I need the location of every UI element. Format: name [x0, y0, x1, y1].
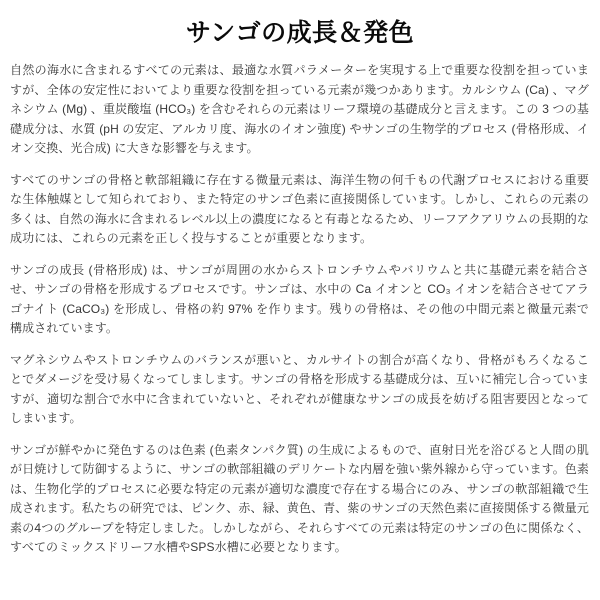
- page-title: サンゴの成長＆発色: [185, 19, 415, 47]
- document-body: [0, 61, 600, 558]
- paragraph-basic-elements: 自然の海水に含まれるすべての元素は、最適な水質パラメーターを実現する上で重要な役割を担っていますが、全体の安定性においてより重要な役割を担っている元素が幾つかあります。カルシウム (Ca) 、マグネシウム (Mg) 、重炭酸塩 (HCO₃) を含むそれらの元素はリーフ環境の基礎成分と言えます。この 3 つの基礎成分は、水質 (pH の安定、アルカリ度、海水のイオン強度) やサンゴの生物学的プロセス (骨格形成、イオン交換、光合成) に大きな影響を与えます。: [10, 63, 589, 155]
- paragraph-trace-elements: すべてのサンゴの骨格と軟部組織に存在する微量元素は、海洋生物の何千もの代謝プロセスにおける重要な生体触媒として知られており、また特定のサンゴ色素に直接関係しています。しかし、これらの元素の多くは、自然の海水に含まれるレベル以上の濃度になると有毒となるため、リーフアクアリウムの長期的な成功には、これらの元素を正しく投与することが重要となります。: [10, 172, 589, 245]
- paragraph-coral-growth: サンゴの成長 (骨格形成) は、サンゴが周囲の水からストロンチウムやバリウムと共に基礎元素を結合させ、サンゴの骨格を形成するプロセスです。サンゴは、水中の Ca イオンと CO₃ イオンを結合させてアラゴナイト (CaCO₃) を形成し、骨格の約 97% を作ります。残りの骨格は、その他の中間元素と微量元素で構成されています。: [10, 262, 589, 335]
- paragraph-element-balance: マグネシウムやストロンチウムのバランスが悪いと、カルサイトの割合が高くなり、骨格がもろくなることでダメージを受け易くなってしまします。サンゴの骨格を形成する基礎成分は、互いに補完し合っていますが、適切な割合で水中に含まれていないと、それぞれが健康なサンゴの成長を妨げる阻害要因となってしまいます。: [10, 352, 590, 425]
- paragraph-coral-coloration: サンゴが鮮やかに発色するのは色素 (色素タンパク質) の生成によるもので、直射日光を浴びると人間の肌が日焼けして防御するように、サンゴの軟部組織のデリケートな内層を強い紫外線から守っています。色素は、生物化学的プロセスに必要な特定の元素が適切な濃度で存在する場合にのみ、サンゴの軟部組織で生成されます。私たちの研究では、ピンク、赤、緑、黄色、青、紫のサンゴの天然色素に直接関係する微量元素の4つのグループを特定しました。しかしながら、それらすべての元素は特定のサンゴの色に関係なく、すべてのミックスドリーフ水槽やSPS水槽に必要となります。: [10, 442, 590, 554]
